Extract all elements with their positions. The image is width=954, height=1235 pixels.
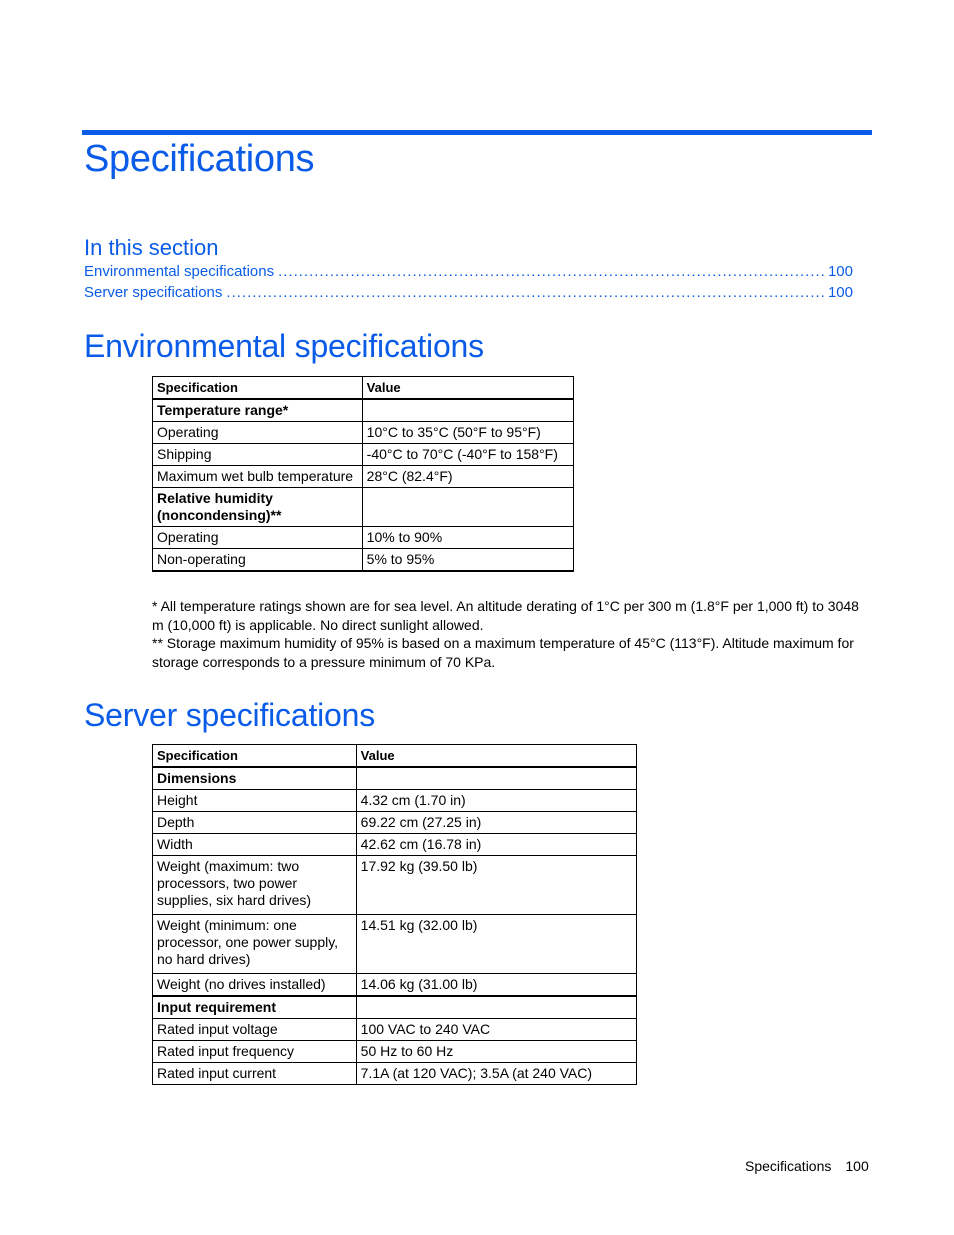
table-row bbox=[153, 399, 574, 422]
table-row bbox=[153, 444, 574, 466]
table-cell bbox=[356, 767, 636, 790]
table-cell: 5% to 95% bbox=[362, 549, 573, 572]
table-row bbox=[153, 422, 574, 444]
table-cell: 28°C (82.4°F) bbox=[362, 466, 573, 488]
table-cell: Width bbox=[153, 834, 357, 856]
table-cell: Weight (minimum: one processor, one power supply, no hard drives) bbox=[153, 915, 357, 974]
column-header: Value bbox=[356, 745, 636, 768]
table-cell: Shipping bbox=[153, 444, 363, 466]
table-row bbox=[153, 1019, 637, 1041]
server-table bbox=[152, 744, 637, 1085]
footer-section-name: Specifications bbox=[745, 1158, 832, 1174]
group-label: Temperature range* bbox=[153, 399, 363, 422]
table-cell: Rated input current bbox=[153, 1063, 357, 1085]
toc-page-number: 100 bbox=[827, 284, 853, 301]
column-header: Value bbox=[362, 377, 573, 400]
environmental-heading: Environmental specifications bbox=[84, 328, 484, 364]
table-cell: Non-operating bbox=[153, 549, 363, 572]
group-label: Input requirement bbox=[153, 996, 357, 1019]
toc-page-number: 100 bbox=[827, 263, 853, 280]
table-cell: 7.1A (at 120 VAC); 3.5A (at 240 VAC) bbox=[356, 1063, 636, 1085]
table-cell: 10°C to 35°C (50°F to 95°F) bbox=[362, 422, 573, 444]
table-row bbox=[153, 834, 637, 856]
table-cell: Maximum wet bulb temperature bbox=[153, 466, 363, 488]
table-cell bbox=[362, 399, 573, 422]
title-rule bbox=[82, 130, 872, 135]
toc-link-label: Server specifications bbox=[84, 284, 223, 301]
table-cell: Weight (maximum: two processors, two power supplies, six hard drives) bbox=[153, 856, 357, 915]
footnote-humidity: ** Storage maximum humidity of 95% is based on a maximum temperature of 45°C (113°F). Altitude maximum for storage corresponds to a pressure minimum of 70 KPa. bbox=[152, 635, 854, 670]
table-cell: 42.62 cm (16.78 in) bbox=[356, 834, 636, 856]
table-cell: -40°C to 70°C (-40°F to 158°F) bbox=[362, 444, 573, 466]
table-row bbox=[153, 767, 637, 790]
table-header-row bbox=[153, 377, 574, 400]
table-row bbox=[153, 790, 637, 812]
table-row bbox=[153, 974, 637, 997]
table-row bbox=[153, 996, 637, 1019]
server-heading: Server specifications bbox=[84, 697, 376, 733]
table-row bbox=[153, 1041, 637, 1063]
table-cell: 17.92 kg (39.50 lb) bbox=[356, 856, 636, 915]
table-cell: Weight (no drives installed) bbox=[153, 974, 357, 997]
table-row bbox=[153, 1063, 637, 1085]
table-cell bbox=[356, 996, 636, 1019]
table-header-row bbox=[153, 745, 637, 768]
table-row bbox=[153, 856, 637, 915]
table-row bbox=[153, 488, 574, 527]
table-cell: Operating bbox=[153, 527, 363, 549]
table-cell bbox=[362, 488, 573, 527]
page-footer bbox=[745, 1158, 869, 1174]
toc-link-environmental[interactable] bbox=[84, 263, 853, 283]
table-cell: Operating bbox=[153, 422, 363, 444]
page-title: Specifications bbox=[84, 138, 315, 180]
table-cell: 10% to 90% bbox=[362, 527, 573, 549]
footer-page-number: 100 bbox=[845, 1158, 869, 1174]
in-this-section-heading: In this section bbox=[84, 235, 219, 260]
column-header: Specification bbox=[153, 745, 357, 768]
table-cell: 50 Hz to 60 Hz bbox=[356, 1041, 636, 1063]
group-label: Relative humidity (noncondensing)** bbox=[153, 488, 363, 527]
table-cell: Rated input frequency bbox=[153, 1041, 357, 1063]
table-cell: 14.06 kg (31.00 lb) bbox=[356, 974, 636, 997]
toc-leader bbox=[226, 284, 824, 301]
environmental-table bbox=[152, 376, 574, 572]
toc-leader bbox=[278, 263, 824, 280]
table-row bbox=[153, 812, 637, 834]
footnote-temperature: * All temperature ratings shown are for sea level. An altitude derating of 1°C per 300 m (1.8°F per 1,000 ft) to 3048 m (10,000 ft) is applicable. No direct sunlight allowed. bbox=[152, 598, 859, 633]
table-cell: Rated input voltage bbox=[153, 1019, 357, 1041]
column-header: Specification bbox=[153, 377, 363, 400]
table-row bbox=[153, 527, 574, 549]
table-cell: 69.22 cm (27.25 in) bbox=[356, 812, 636, 834]
table-cell: 100 VAC to 240 VAC bbox=[356, 1019, 636, 1041]
toc-link-server[interactable] bbox=[84, 284, 853, 304]
table-row bbox=[153, 915, 637, 974]
table-cell: 14.51 kg (32.00 lb) bbox=[356, 915, 636, 974]
table-cell: Height bbox=[153, 790, 357, 812]
table-row bbox=[153, 549, 574, 572]
toc-link-label: Environmental specifications bbox=[84, 263, 275, 280]
table-cell: 4.32 cm (1.70 in) bbox=[356, 790, 636, 812]
table-cell: Depth bbox=[153, 812, 357, 834]
table-row bbox=[153, 466, 574, 488]
group-label: Dimensions bbox=[153, 767, 357, 790]
